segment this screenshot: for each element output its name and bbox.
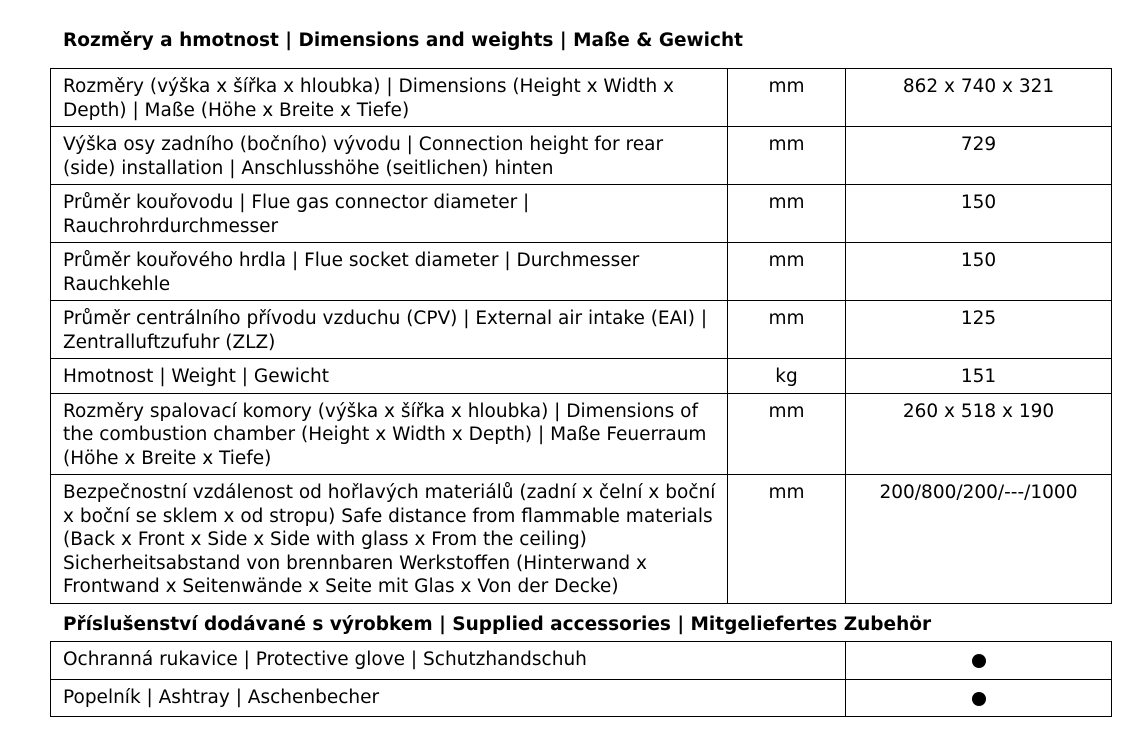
table-row [51, 301, 1112, 359]
bullet-dot-icon [972, 692, 986, 706]
row-description: Výška osy zadního (bočního) vývodu | Connection height for rear (side) installation | Anschlusshöhe (seitlichen) hinten [51, 127, 728, 185]
row-unit: mm [728, 475, 846, 604]
included-cell [846, 679, 1112, 717]
table-row [51, 393, 1112, 475]
row-unit: mm [728, 243, 846, 301]
row-value: 260 x 518 x 190 [846, 393, 1112, 475]
accessory-description: Popelník | Ashtray | Aschenbecher [51, 679, 846, 717]
row-description: Průměr kouřového hrdla | Flue socket diameter | Durchmesser Rauchkehle [51, 243, 728, 301]
table-row [51, 243, 1112, 301]
accessories-table [50, 641, 1112, 717]
row-value: 729 [846, 127, 1112, 185]
bullet-dot-icon [972, 654, 986, 668]
row-value: 862 x 740 x 321 [846, 69, 1112, 127]
table-row [51, 642, 1112, 680]
accessories-section-title: Příslušenství dodávané s výrobkem | Supplied accessories | Mitgeliefertes Zubehör [63, 614, 932, 635]
row-value: 200/800/200/---/1000 [846, 475, 1112, 604]
row-value: 125 [846, 301, 1112, 359]
row-description: Bezpečnostní vzdálenost od hořlavých materiálů (zadní x čelní x boční x boční se sklem x od stropu) Safe distance from flammable materials (Back x Front x Side x Side with glass x From the ceiling) Sicherheitsabstand von brennbaren Werkstoffen (Hinterwand x Frontwand x Seitenwände x Seite mit Glas x Von der Decke) [51, 475, 728, 604]
dimensions-section-title: Rozměry a hmotnost | Dimensions and weights | Maße & Gewicht [63, 30, 743, 51]
row-unit: kg [728, 359, 846, 394]
table-row [51, 359, 1112, 394]
accessory-description: Ochranná rukavice | Protective glove | Schutzhandschuh [51, 642, 846, 680]
row-description: Rozměry spalovací komory (výška x šířka x hloubka) | Dimensions of the combustion chamber (Height x Width x Depth) | Maße Feuerraum (Höhe x Breite x Tiefe) [51, 393, 728, 475]
table-row [51, 475, 1112, 604]
row-unit: mm [728, 393, 846, 475]
table-row [51, 127, 1112, 185]
table-row [51, 69, 1112, 127]
row-unit: mm [728, 127, 846, 185]
table-row [51, 679, 1112, 717]
row-value: 150 [846, 185, 1112, 243]
dimensions-table [50, 68, 1112, 604]
row-value: 151 [846, 359, 1112, 394]
row-description: Průměr kouřovodu | Flue gas connector diameter | Rauchrohrdurchmesser [51, 185, 728, 243]
row-description: Průměr centrálního přívodu vzduchu (CPV) | External air intake (EAI) | Zentralluftzufuhr (ZLZ) [51, 301, 728, 359]
row-value: 150 [846, 243, 1112, 301]
row-description: Hmotnost | Weight | Gewicht [51, 359, 728, 394]
table-row [51, 185, 1112, 243]
row-unit: mm [728, 185, 846, 243]
row-unit: mm [728, 69, 846, 127]
row-unit: mm [728, 301, 846, 359]
row-description: Rozměry (výška x šířka x hloubka) | Dimensions (Height x Width x Depth) | Maße (Höhe x Breite x Tiefe) [51, 69, 728, 127]
included-cell [846, 642, 1112, 680]
